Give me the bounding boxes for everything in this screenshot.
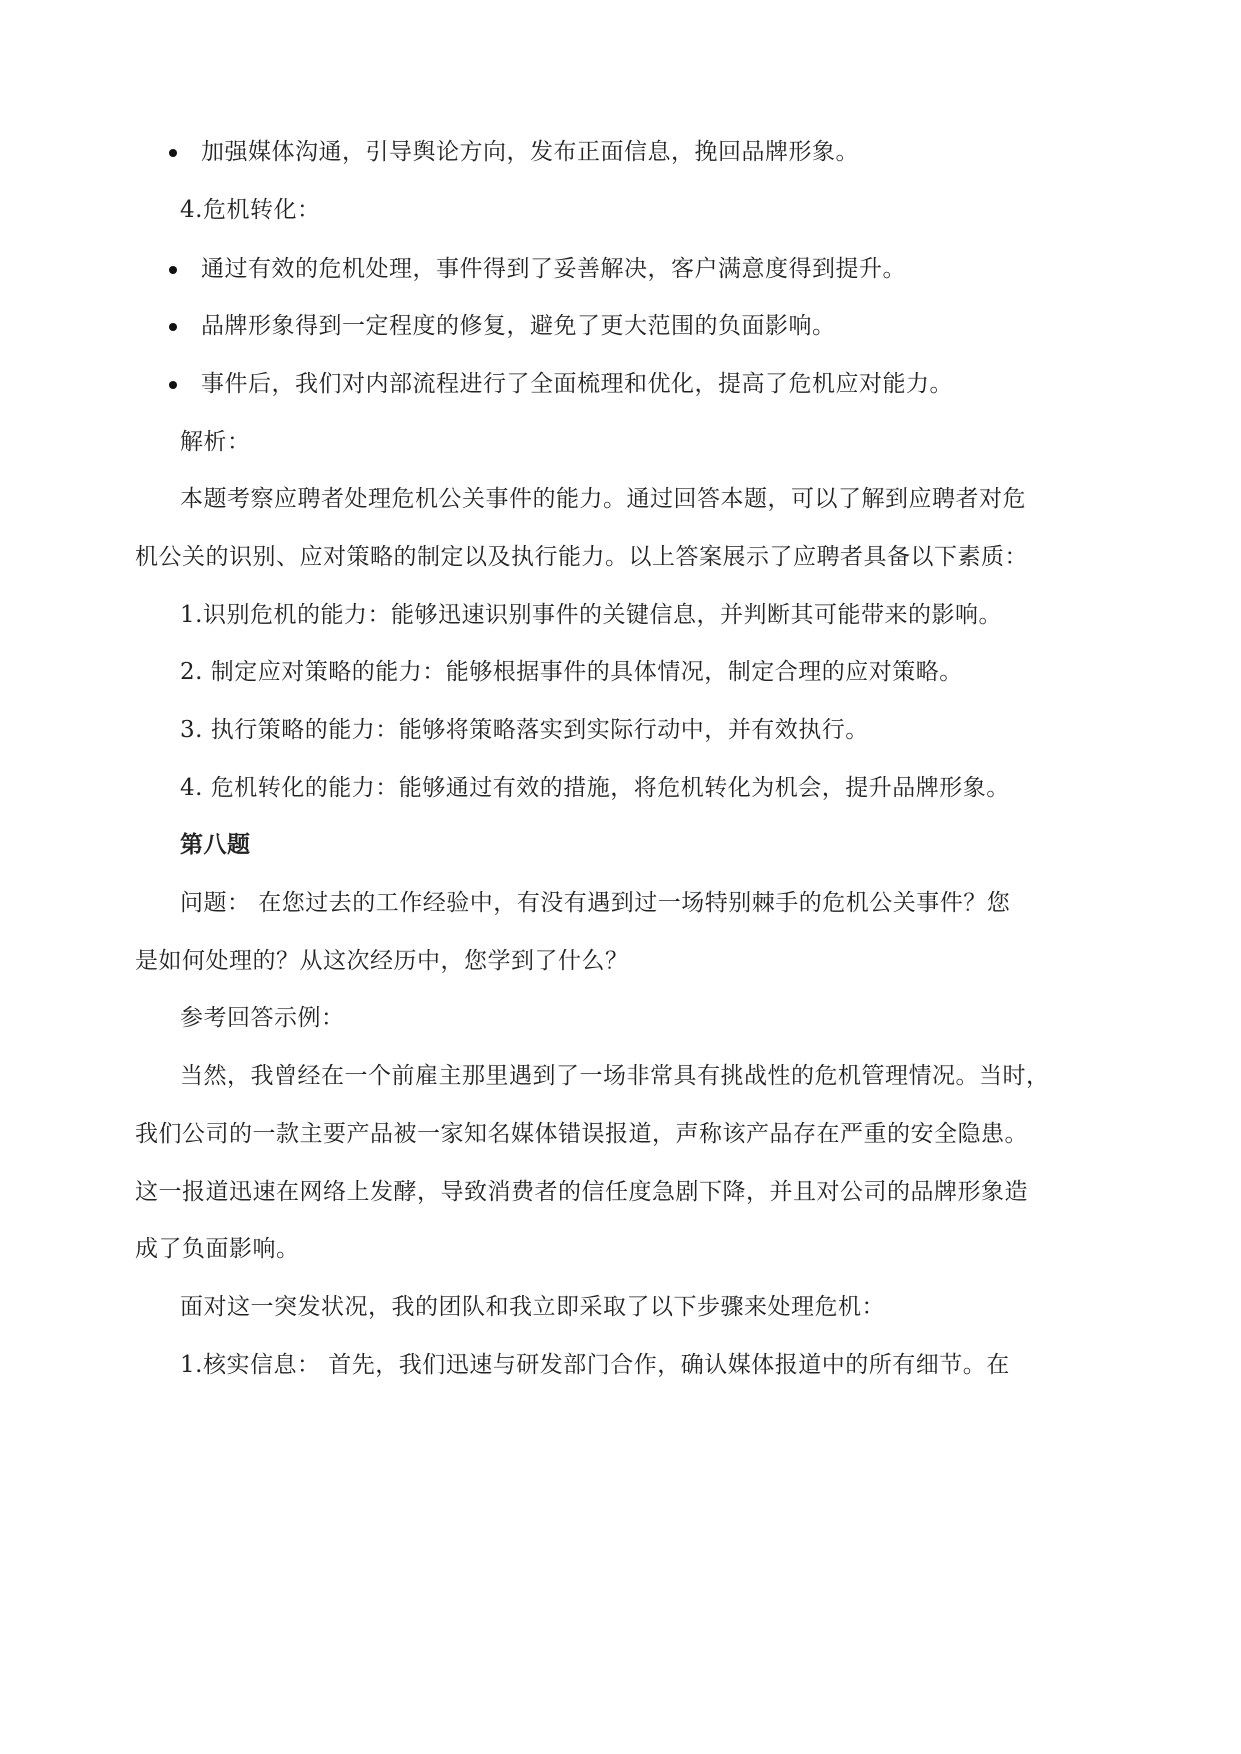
- quality-item: 2. 制定应对策略的能力：能够根据事件的具体情况，制定合理的应对策略。: [180, 659, 963, 685]
- paragraph-line: 当然，我曾经在一个前雇主那里遇到了一场非常具有挑战性的危机管理情况。当时，: [180, 1063, 1050, 1089]
- bullet-icon: [169, 266, 177, 274]
- bullet-icon: [169, 323, 177, 331]
- paragraph-line: 我们公司的一款主要产品被一家知名媒体错误报道，声称该产品存在严重的安全隐患。: [135, 1121, 1028, 1147]
- paragraph-line: 成了负面影响。: [135, 1236, 300, 1262]
- question-title: 第八题: [180, 832, 251, 858]
- steps-intro: 面对这一突发状况，我的团队和我立即采取了以下步骤来处理危机：: [180, 1294, 885, 1320]
- bullet-text: 通过有效的危机处理，事件得到了妥善解决，客户满意度得到提升。: [201, 256, 906, 282]
- quality-item: 3. 执行策略的能力：能够将策略落实到实际行动中，并有效执行。: [180, 717, 869, 743]
- paragraph-line: 这一报道迅速在网络上发酵，导致消费者的信任度急剧下降，并且对公司的品牌形象造: [135, 1179, 1028, 1205]
- bullet-text: 加强媒体沟通，引导舆论方向，发布正面信息，挽回品牌形象。: [201, 139, 859, 165]
- quality-item: 4. 危机转化的能力：能够通过有效的措施，将危机转化为机会，提升品牌形象。: [180, 775, 1010, 801]
- question-line: 问题： 在您过去的工作经验中，有没有遇到过一场特别棘手的危机公关事件？您: [180, 890, 1011, 916]
- quality-item: 1.识别危机的能力：能够迅速识别事件的关键信息，并判断其可能带来的影响。: [180, 602, 1002, 628]
- paragraph-line: 机公关的识别、应对策略的制定以及执行能力。以上答案展示了应聘者具备以下素质：: [135, 544, 1028, 570]
- section-heading: 4.危机转化：: [180, 197, 321, 223]
- bullet-text: 事件后，我们对内部流程进行了全面梳理和优化，提高了危机应对能力。: [201, 371, 953, 397]
- bullet-text: 品牌形象得到一定程度的修复，避免了更大范围的负面影响。: [201, 313, 836, 339]
- step-item: 1.核实信息： 首先，我们迅速与研发部门合作，确认媒体报道中的所有细节。在: [180, 1352, 1010, 1378]
- reference-label: 参考回答示例：: [180, 1005, 345, 1031]
- bullet-icon: [169, 381, 177, 389]
- analysis-label: 解析：: [180, 429, 251, 455]
- paragraph-line: 本题考察应聘者处理危机公关事件的能力。通过回答本题，可以了解到应聘者对危: [180, 486, 1026, 512]
- question-line: 是如何处理的？从这次经历中，您学到了什么？: [135, 948, 629, 974]
- bullet-icon: [169, 149, 177, 157]
